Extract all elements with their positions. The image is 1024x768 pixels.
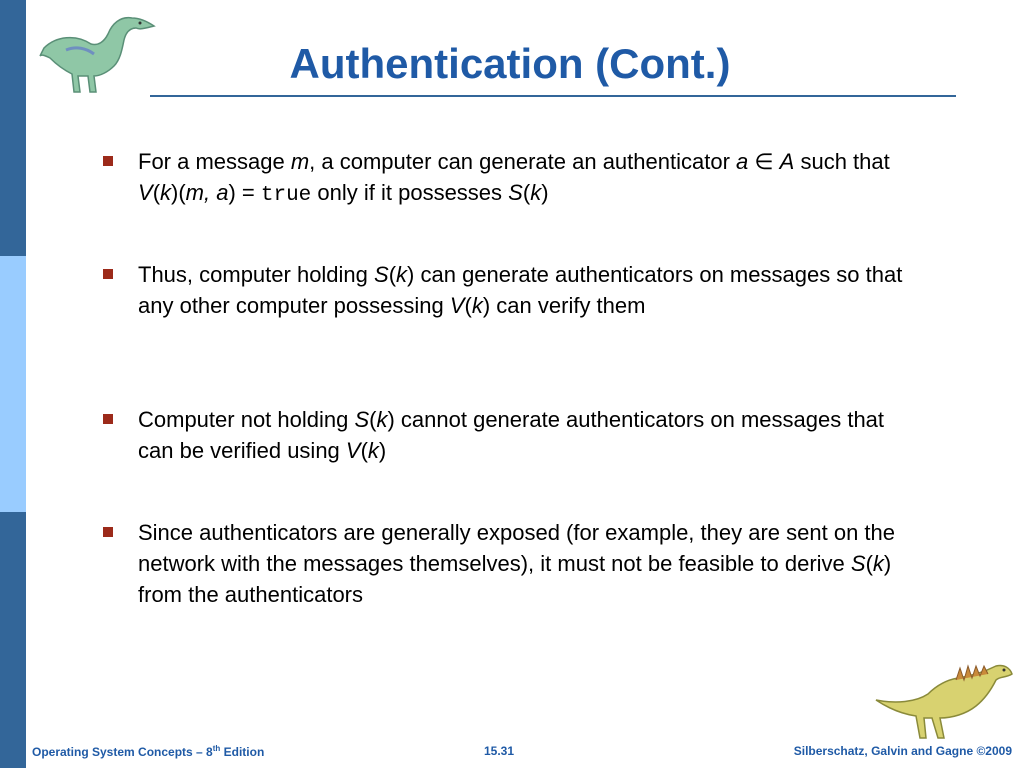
italic-var: k bbox=[396, 262, 408, 287]
italic-var: k bbox=[376, 407, 388, 432]
dinosaur-icon bbox=[36, 6, 158, 98]
text-run: For a message bbox=[138, 149, 291, 174]
footer-authors: Silberschatz, Galvin and Gagne ©2009 bbox=[793, 744, 1012, 758]
text-run: ( bbox=[464, 293, 472, 318]
title-underline bbox=[150, 95, 956, 97]
italic-var: m, a bbox=[185, 180, 229, 205]
text-run: ( bbox=[152, 180, 161, 205]
footer-book-title-tail: Edition bbox=[220, 745, 265, 759]
text-run: ) bbox=[378, 438, 387, 463]
sidebar-band-middle bbox=[0, 256, 26, 512]
square-bullet-icon bbox=[103, 156, 113, 166]
italic-var: k bbox=[160, 180, 172, 205]
footer-edition-superscript: th bbox=[212, 744, 221, 753]
text-run: ) from the authenticators bbox=[138, 551, 892, 607]
footer-book-title bbox=[32, 744, 264, 759]
text-run: ) can generate authenticators on messages so that any other computer possessing bbox=[138, 262, 903, 318]
text-run: ( bbox=[388, 262, 397, 287]
bullet-text bbox=[138, 520, 895, 607]
square-bullet-icon bbox=[103, 269, 113, 279]
text-run: such that bbox=[794, 149, 890, 174]
italic-var: a bbox=[736, 149, 749, 174]
text-run: ) can verify them bbox=[482, 293, 646, 318]
text-run: only if it possesses bbox=[311, 180, 509, 205]
bullet-text bbox=[138, 262, 902, 318]
italic-var: V bbox=[138, 180, 153, 205]
italic-var: S bbox=[508, 180, 523, 205]
bullet-item bbox=[100, 404, 920, 466]
bullet-text bbox=[138, 149, 890, 205]
text-run: , a computer can generate an authenticator bbox=[309, 149, 737, 174]
italic-var: A bbox=[779, 149, 795, 174]
italic-var: V bbox=[345, 438, 361, 463]
text-run: ( bbox=[522, 180, 531, 205]
italic-var: S bbox=[354, 407, 370, 432]
text-run: )( bbox=[171, 180, 186, 205]
footer-page-number: 15.31 bbox=[484, 744, 515, 758]
text-run: Since authenticators are generally exposed (for example, they are sent on the network with the messages themselves), it must not be feasible to derive bbox=[138, 520, 896, 576]
text-run: ∈ bbox=[748, 149, 780, 174]
dinosaur-icon bbox=[866, 660, 1016, 742]
italic-var: k bbox=[367, 438, 379, 463]
sidebar-band-top bbox=[0, 0, 26, 256]
italic-var: k bbox=[471, 293, 483, 318]
text-run: ) cannot generate authenticators on messages that can be verified using bbox=[138, 407, 885, 463]
square-bullet-icon bbox=[103, 414, 113, 424]
text-run: Thus, computer holding bbox=[138, 262, 375, 287]
code-literal: true bbox=[260, 184, 312, 207]
bullet-item bbox=[100, 259, 920, 321]
text-run: ( bbox=[865, 551, 873, 576]
italic-var: k bbox=[872, 551, 884, 576]
italic-var: m bbox=[290, 149, 310, 174]
italic-var: k bbox=[530, 180, 542, 205]
text-run: ( bbox=[360, 438, 368, 463]
text-run: ( bbox=[369, 407, 377, 432]
bullet-item bbox=[100, 146, 920, 211]
bullet-item bbox=[100, 517, 920, 610]
text-run: ) = bbox=[228, 180, 261, 205]
page-title: Authentication (Cont.) bbox=[289, 40, 731, 87]
italic-var: S bbox=[374, 262, 389, 287]
italic-var: V bbox=[449, 293, 465, 318]
square-bullet-icon bbox=[103, 527, 113, 537]
sidebar-band-bottom bbox=[0, 512, 26, 768]
bullet-text bbox=[138, 407, 884, 463]
italic-var: S bbox=[850, 551, 866, 576]
footer-book-title-main: Operating System Concepts – 8 bbox=[32, 745, 213, 759]
text-run: Computer not holding bbox=[138, 407, 355, 432]
text-run: ) bbox=[541, 180, 549, 205]
